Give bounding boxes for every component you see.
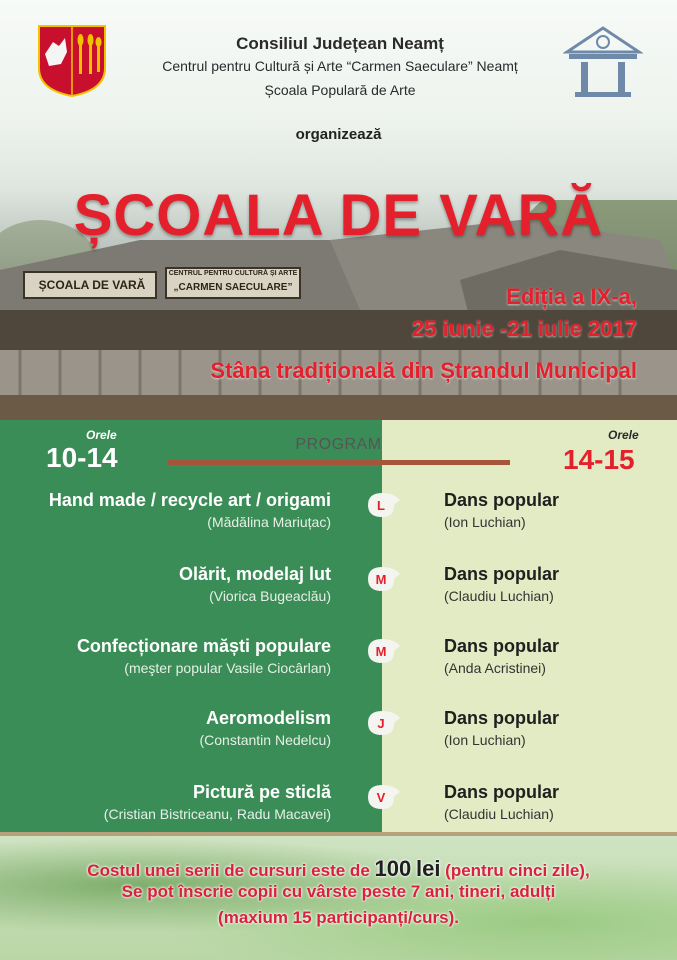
- activity: Aeromodelism: [205, 708, 331, 728]
- temple-logo-icon: [563, 24, 643, 100]
- program-row: [0, 636, 677, 696]
- right-activity: Dans popular: [444, 490, 560, 510]
- org-culture-center: Centrul pentru Cultură și Arte “Carmen Saeculare” Neamț: [162, 58, 518, 74]
- cost-text-post: (pentru cinci zile),: [445, 861, 590, 880]
- right-activity: Dans popular: [444, 782, 560, 802]
- program-row: [0, 490, 677, 550]
- right-teacher: (Claudiu Luchian): [444, 588, 554, 604]
- right-hours-label: Orele: [608, 428, 639, 442]
- cost-unit: lei: [415, 856, 441, 881]
- footer: [0, 836, 677, 960]
- program-label: PROGRAM: [295, 436, 382, 453]
- left-hours-label: Orele: [86, 428, 117, 442]
- org-council: Consiliul Județean Neamț: [236, 34, 444, 53]
- day-letter: L: [377, 498, 385, 513]
- right-teacher: (Ion Luchian): [444, 514, 526, 530]
- program-row: [0, 564, 677, 624]
- cost-text-pre: Costul unei serii de cursuri este de: [87, 861, 370, 880]
- location-label: Stâna tradițională din Ștrandul Municipal: [210, 358, 637, 383]
- program-row: [0, 708, 677, 768]
- program-section: [0, 420, 677, 835]
- day-badge-icon: [364, 564, 404, 594]
- teacher: (Viorica Bugeaclău): [209, 588, 331, 604]
- teacher: (Constantin Nedelcu): [199, 732, 331, 748]
- program-right-column: [382, 420, 677, 835]
- day-letter: M: [375, 572, 387, 587]
- right-activity: Dans popular: [444, 636, 560, 656]
- day-badge-icon: [364, 636, 404, 666]
- header: [0, 0, 677, 420]
- day-letter: J: [377, 716, 385, 731]
- activity: Hand made / recycle art / origami: [48, 490, 331, 510]
- activity: Olărit, modelaj lut: [178, 564, 331, 584]
- left-hours: 10-14: [46, 442, 118, 473]
- eligibility-line: Se pot înscrie copii cu vârste peste 7 ani, tineri, adulți: [121, 882, 556, 901]
- day-letter: M: [375, 644, 387, 659]
- right-activity: Dans popular: [444, 564, 560, 584]
- dates-label: 25 iunie -21 iulie 2017: [411, 316, 637, 341]
- right-activity: Dans popular: [444, 708, 560, 728]
- sign-right-line1: CENTRUL PENTRU CULTURĂ ȘI ARTE: [168, 270, 298, 277]
- program-divider: [168, 460, 510, 465]
- activity: Confecționare măști populare: [76, 636, 331, 656]
- cost-line: [0, 856, 677, 882]
- day-badge-icon: [364, 782, 404, 812]
- sign-right-line2: „CARMEN SAECULARE”: [173, 282, 293, 293]
- teacher: (meşter popular Vasile Ciocârlan): [124, 660, 331, 676]
- program-left-column: [0, 420, 385, 835]
- sign-left: ȘCOALA DE VARĂ: [38, 278, 146, 292]
- right-teacher: (Claudiu Luchian): [444, 806, 554, 822]
- organizes-label: organizează: [295, 126, 382, 143]
- capacity-line: (maxium 15 participanți/curs).: [218, 908, 459, 927]
- poster-title: ȘCOALA DE VARĂ: [73, 183, 604, 248]
- teacher: (Cristian Bistriceanu, Radu Macavei): [103, 806, 331, 822]
- county-crest-icon: [37, 24, 107, 98]
- right-hours: 14-15: [563, 444, 635, 475]
- right-teacher: (Anda Acristinei): [444, 660, 546, 676]
- activity: Pictură pe sticlă: [192, 782, 331, 802]
- edition-label: Ediția a IX-a,: [506, 284, 637, 309]
- cost-amount: 100: [374, 856, 412, 881]
- teacher: (Mădălina Mariuțac): [207, 514, 331, 530]
- day-badge-icon: [364, 708, 404, 738]
- day-badge-icon: [364, 490, 404, 520]
- day-letter: V: [376, 790, 386, 805]
- org-art-school: Școala Populară de Arte: [264, 82, 416, 98]
- right-teacher: (Ion Luchian): [444, 732, 526, 748]
